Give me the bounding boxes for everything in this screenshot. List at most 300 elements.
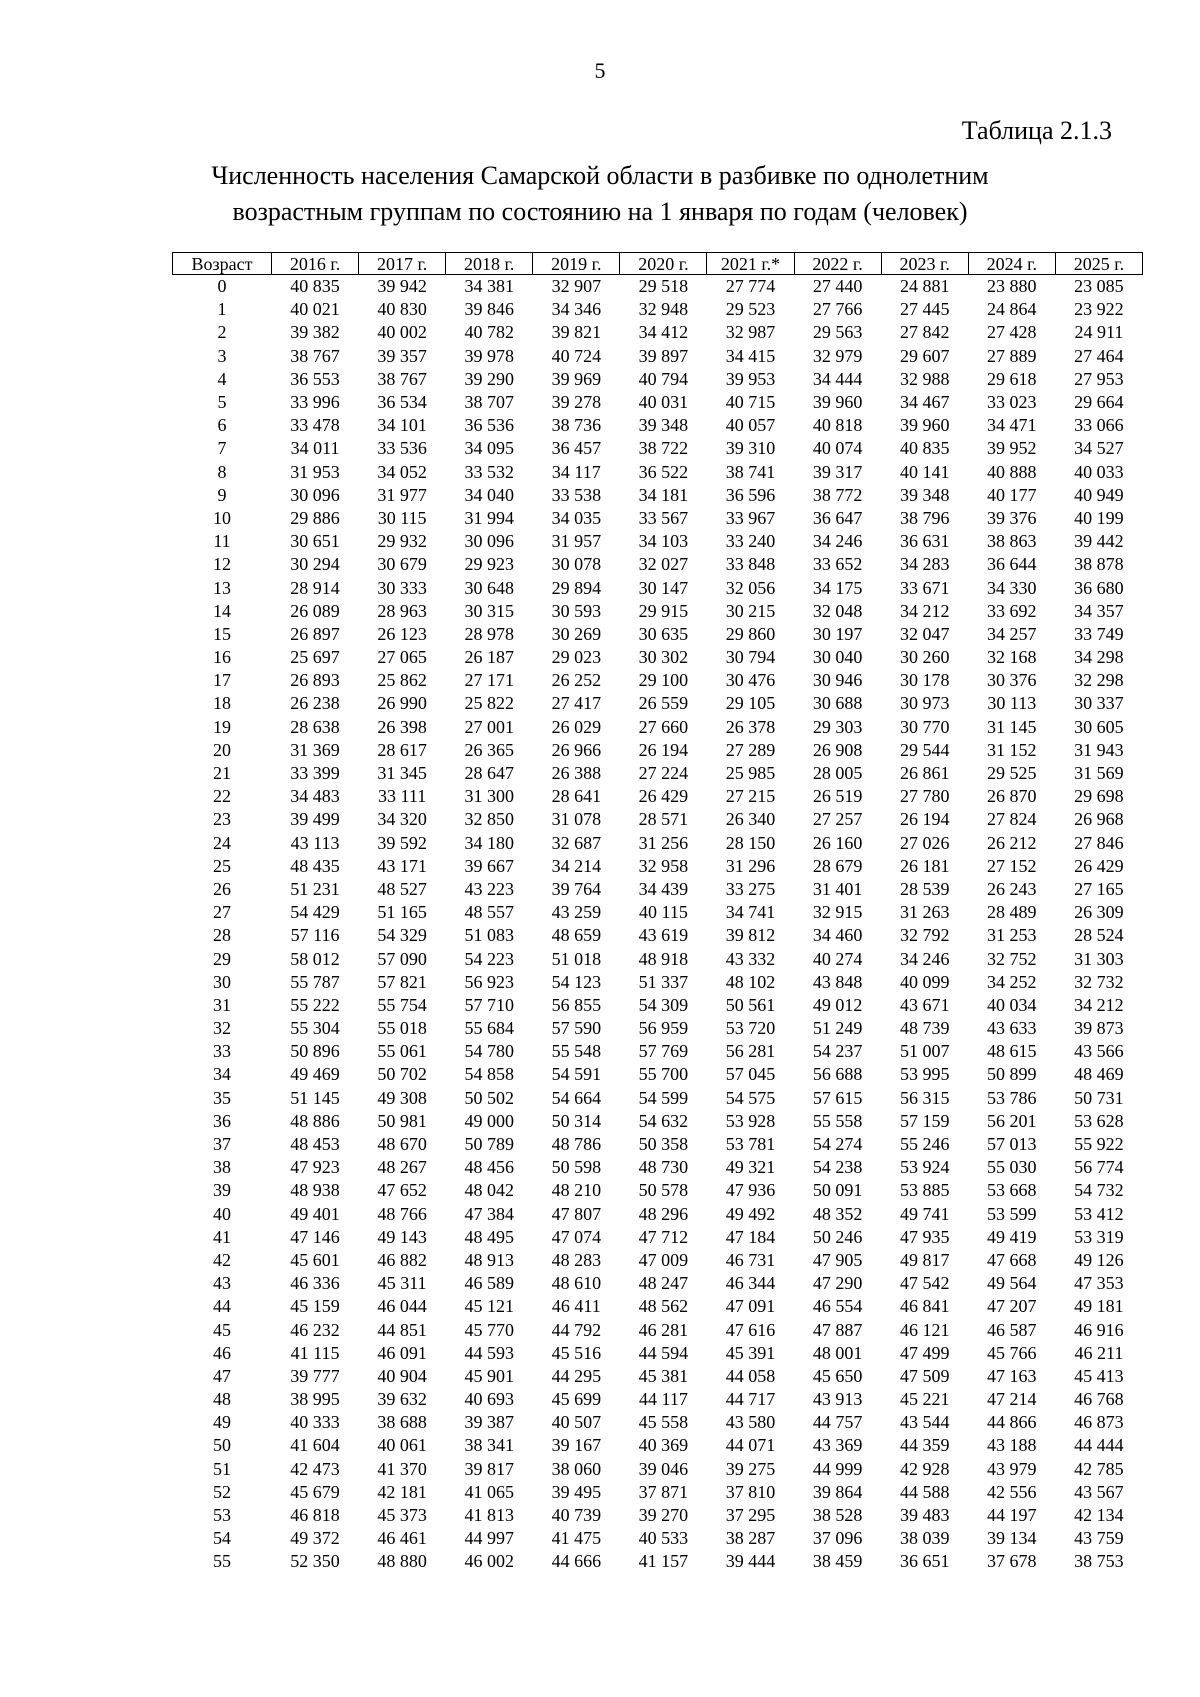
population-cell: 31 078	[551, 809, 602, 830]
population-cell: 49 321	[725, 1157, 776, 1178]
population-cell: 30 115	[377, 507, 427, 528]
population-cell: 57 013	[987, 1134, 1037, 1155]
population-cell: 46 121	[899, 1319, 950, 1340]
population-cell: 50 502	[464, 1087, 514, 1108]
population-cell: 48 615	[987, 1041, 1037, 1062]
table-row	[173, 716, 1143, 739]
age-cell: 12	[213, 554, 231, 575]
age-cell: 43	[213, 1273, 231, 1294]
population-cell: 43 619	[638, 925, 689, 946]
population-cell: 34 412	[638, 322, 689, 343]
population-cell: 55 030	[987, 1157, 1037, 1178]
table-row	[173, 1388, 1143, 1411]
population-cell: 39 382	[290, 322, 340, 343]
age-cell: 15	[213, 623, 231, 644]
population-cell: 31 401	[812, 878, 863, 899]
population-cell: 27 215	[725, 786, 776, 807]
population-cell: 47 887	[812, 1319, 863, 1340]
population-cell: 29 523	[725, 299, 776, 320]
population-cell: 48 456	[464, 1157, 514, 1178]
population-cell: 29 698	[1074, 786, 1124, 807]
population-cell: 39 960	[812, 392, 863, 413]
population-cell: 40 177	[987, 484, 1037, 505]
age-cell: 24	[213, 832, 231, 853]
population-cell: 49 401	[290, 1203, 340, 1224]
population-cell: 54 591	[551, 1064, 602, 1085]
age-cell: 42	[213, 1249, 231, 1270]
population-cell: 32 948	[638, 299, 689, 320]
population-cell: 34 175	[812, 577, 863, 598]
population-cell: 44 594	[638, 1342, 689, 1363]
age-cell: 2	[217, 322, 227, 343]
population-cell: 48 352	[812, 1203, 863, 1224]
population-cell: 34 483	[290, 786, 340, 807]
population-cell: 27 842	[899, 322, 950, 343]
population-cell: 45 650	[812, 1365, 863, 1386]
population-cell: 30 679	[377, 554, 427, 575]
population-cell: 45 391	[725, 1342, 776, 1363]
population-cell: 48 913	[464, 1249, 514, 1270]
population-cell: 31 369	[290, 739, 340, 760]
population-cell: 51 145	[290, 1087, 340, 1108]
population-cell: 30 269	[551, 623, 602, 644]
population-cell: 30 770	[899, 716, 950, 737]
population-cell: 39 278	[551, 392, 602, 413]
population-cell: 53 928	[725, 1110, 776, 1131]
population-cell: 37 096	[812, 1528, 863, 1549]
population-cell: 49 372	[290, 1528, 340, 1549]
population-cell: 39 817	[464, 1458, 514, 1479]
population-cell: 46 281	[638, 1319, 689, 1340]
population-cell: 48 210	[551, 1180, 602, 1201]
age-cell: 0	[217, 276, 227, 297]
population-cell: 34 460	[812, 925, 863, 946]
table-row	[173, 461, 1143, 484]
population-cell: 45 679	[290, 1481, 340, 1502]
population-cell: 30 294	[290, 554, 340, 575]
population-cell: 31 145	[987, 716, 1037, 737]
population-cell: 43 188	[987, 1435, 1037, 1456]
population-cell: 26 519	[812, 786, 863, 807]
population-cell: 26 187	[464, 647, 514, 668]
age-cell: 46	[213, 1342, 231, 1363]
population-cell: 39 483	[899, 1505, 950, 1526]
population-cell: 26 968	[1074, 809, 1124, 830]
population-cell: 42 785	[1074, 1458, 1124, 1479]
table-row	[173, 1318, 1143, 1341]
population-cell: 26 429	[1074, 855, 1124, 876]
population-cell: 46 882	[377, 1249, 427, 1270]
population-cell: 27 824	[987, 809, 1037, 830]
table-row	[173, 1481, 1143, 1504]
population-cell: 30 260	[899, 647, 950, 668]
population-cell: 44 593	[464, 1342, 514, 1363]
population-cell: 26 908	[812, 739, 863, 760]
population-cell: 56 315	[899, 1087, 950, 1108]
population-cell: 32 048	[812, 600, 863, 621]
population-cell: 40 033	[1074, 461, 1124, 482]
population-cell: 32 047	[899, 623, 950, 644]
population-cell: 45 311	[377, 1273, 427, 1294]
population-cell: 25 985	[725, 763, 776, 784]
age-cell: 10	[213, 507, 231, 528]
population-cell: 53 786	[987, 1087, 1037, 1108]
population-cell: 31 253	[987, 925, 1037, 946]
population-cell: 33 023	[987, 392, 1037, 413]
population-cell: 45 159	[290, 1296, 340, 1317]
table-row	[173, 878, 1143, 901]
population-cell: 29 023	[551, 647, 602, 668]
column-header-year: 2024 г.	[968, 253, 1055, 275]
population-cell: 34 357	[1074, 600, 1124, 621]
population-cell: 34 040	[464, 484, 514, 505]
population-cell: 40 021	[290, 299, 340, 320]
population-cell: 39 942	[377, 276, 427, 297]
population-cell: 39 777	[290, 1365, 340, 1386]
age-cell: 13	[213, 577, 231, 598]
age-cell: 16	[213, 647, 231, 668]
age-cell: 6	[217, 415, 227, 436]
table-row	[173, 1504, 1143, 1527]
population-cell: 57 159	[899, 1110, 950, 1131]
population-cell: 50 091	[812, 1180, 863, 1201]
population-cell: 51 249	[812, 1018, 863, 1039]
population-cell: 43 580	[725, 1412, 776, 1433]
population-cell: 45 901	[464, 1365, 514, 1386]
table-body	[173, 275, 1143, 1574]
population-cell: 39 357	[377, 345, 427, 366]
population-cell: 48 739	[899, 1018, 950, 1039]
table-row	[173, 1458, 1143, 1481]
population-cell: 31 569	[1074, 763, 1124, 784]
population-cell: 53 924	[899, 1157, 950, 1178]
table-row	[173, 1226, 1143, 1249]
population-cell: 39 969	[551, 368, 602, 389]
population-cell: 43 979	[987, 1458, 1037, 1479]
population-cell: 56 923	[464, 971, 514, 992]
table-row	[173, 1040, 1143, 1063]
population-cell: 26 309	[1074, 902, 1124, 923]
population-cell: 39 960	[899, 415, 950, 436]
population-cell: 40 141	[899, 461, 950, 482]
age-cell: 9	[217, 484, 227, 505]
population-cell: 39 978	[464, 345, 514, 366]
population-cell: 27 257	[812, 809, 863, 830]
population-cell: 40 949	[1074, 484, 1124, 505]
population-cell: 34 467	[899, 392, 950, 413]
population-cell: 38 528	[812, 1505, 863, 1526]
population-cell: 51 083	[464, 925, 514, 946]
population-cell: 52 350	[290, 1551, 340, 1572]
population-cell: 30 688	[812, 693, 863, 714]
population-cell: 36 534	[377, 392, 427, 413]
population-cell: 51 231	[290, 878, 340, 899]
age-cell: 22	[213, 786, 231, 807]
population-cell: 46 916	[1074, 1319, 1124, 1340]
population-cell: 55 558	[812, 1110, 863, 1131]
population-cell: 48 659	[551, 925, 602, 946]
population-cell: 39 873	[1074, 1018, 1124, 1039]
population-cell: 55 684	[464, 1018, 514, 1039]
population-cell: 27 171	[464, 670, 514, 691]
population-cell: 42 556	[987, 1481, 1037, 1502]
population-cell: 31 300	[464, 786, 514, 807]
population-cell: 31 303	[1074, 948, 1124, 969]
column-header-year: 2018 г.	[446, 253, 533, 275]
population-cell: 47 499	[899, 1342, 950, 1363]
population-cell: 26 897	[290, 623, 340, 644]
population-cell: 43 913	[812, 1389, 863, 1410]
population-cell: 32 168	[987, 647, 1037, 668]
population-cell: 30 096	[464, 531, 514, 552]
population-cell: 40 715	[725, 392, 776, 413]
population-cell: 43 332	[725, 948, 776, 969]
column-header-year: 2025 г.	[1055, 253, 1142, 275]
population-cell: 44 071	[725, 1435, 776, 1456]
population-cell: 53 781	[725, 1134, 776, 1155]
population-cell: 57 615	[812, 1087, 863, 1108]
population-cell: 26 194	[638, 739, 689, 760]
population-cell: 51 165	[377, 902, 427, 923]
age-cell: 3	[217, 345, 227, 366]
table-row	[173, 507, 1143, 530]
population-cell: 46 731	[725, 1249, 776, 1270]
population-cell: 34 283	[899, 554, 950, 575]
population-cell: 54 780	[464, 1041, 514, 1062]
population-cell: 26 029	[551, 716, 602, 737]
population-cell: 56 959	[638, 1018, 689, 1039]
population-cell: 33 478	[290, 415, 340, 436]
population-cell: 28 150	[725, 832, 776, 853]
population-cell: 27 660	[638, 716, 689, 737]
population-cell: 48 557	[464, 902, 514, 923]
population-cell: 40 034	[987, 994, 1037, 1015]
population-cell: 47 936	[725, 1180, 776, 1201]
population-cell: 26 238	[290, 693, 340, 714]
population-cell: 26 559	[638, 693, 689, 714]
population-cell: 44 588	[899, 1481, 950, 1502]
population-cell: 38 459	[812, 1551, 863, 1572]
table-row	[173, 1179, 1143, 1202]
population-cell: 33 240	[725, 531, 776, 552]
population-cell: 46 818	[290, 1505, 340, 1526]
population-cell: 40 333	[290, 1412, 340, 1433]
population-cell: 28 005	[812, 763, 863, 784]
population-cell: 45 770	[464, 1319, 514, 1340]
population-cell: 30 476	[725, 670, 776, 691]
population-cell: 49 000	[464, 1110, 514, 1131]
population-cell: 30 946	[812, 670, 863, 691]
population-cell: 47 009	[638, 1249, 689, 1270]
population-cell: 38 287	[725, 1528, 776, 1549]
population-cell: 32 988	[899, 368, 950, 389]
table-row	[173, 1203, 1143, 1226]
age-cell: 49	[213, 1412, 231, 1433]
age-cell: 29	[213, 948, 231, 969]
population-cell: 47 935	[899, 1226, 950, 1247]
population-cell: 50 981	[377, 1110, 427, 1131]
population-cell: 40 369	[638, 1435, 689, 1456]
population-cell: 38 772	[812, 484, 863, 505]
population-cell: 25 862	[377, 670, 427, 691]
population-cell: 26 089	[290, 600, 340, 621]
population-cell: 53 668	[987, 1180, 1037, 1201]
population-cell: 43 369	[812, 1435, 863, 1456]
population-cell: 39 270	[638, 1505, 689, 1526]
population-cell: 40 031	[638, 392, 689, 413]
population-cell: 51 337	[638, 971, 689, 992]
table-row	[173, 808, 1143, 831]
population-cell: 34 246	[812, 531, 863, 552]
population-cell: 27 953	[1074, 368, 1124, 389]
population-cell: 32 915	[812, 902, 863, 923]
population-cell: 43 848	[812, 971, 863, 992]
age-cell: 35	[213, 1087, 231, 1108]
population-cell: 49 564	[987, 1273, 1037, 1294]
population-cell: 27 152	[987, 855, 1037, 876]
population-cell: 47 074	[551, 1226, 602, 1247]
table-row	[173, 298, 1143, 321]
population-cell: 26 378	[725, 716, 776, 737]
table-row	[173, 1411, 1143, 1434]
population-cell: 34 117	[551, 461, 601, 482]
population-cell: 26 181	[899, 855, 950, 876]
population-cell: 38 796	[899, 507, 950, 528]
age-cell: 8	[217, 461, 227, 482]
population-cell: 26 252	[551, 670, 602, 691]
table-row	[173, 484, 1143, 507]
population-cell: 29 544	[899, 739, 950, 760]
population-cell: 40 818	[812, 415, 863, 436]
population-cell: 47 807	[551, 1203, 602, 1224]
population-cell: 30 078	[551, 554, 602, 575]
population-cell: 44 058	[725, 1365, 776, 1386]
population-cell: 32 298	[1074, 670, 1124, 691]
age-cell: 33	[213, 1041, 231, 1062]
population-cell: 38 688	[377, 1412, 427, 1433]
population-cell: 36 644	[987, 554, 1037, 575]
population-cell: 50 246	[812, 1226, 863, 1247]
population-cell: 48 495	[464, 1226, 514, 1247]
table-row	[173, 321, 1143, 344]
population-cell: 46 873	[1074, 1412, 1124, 1433]
population-cell: 34 741	[725, 902, 776, 923]
age-cell: 36	[213, 1110, 231, 1131]
population-cell: 34 381	[464, 276, 514, 297]
population-cell: 38 341	[464, 1435, 514, 1456]
population-cell: 28 489	[987, 902, 1037, 923]
population-cell: 44 295	[551, 1365, 602, 1386]
population-cell: 32 732	[1074, 971, 1124, 992]
population-cell: 54 274	[812, 1134, 863, 1155]
age-cell: 48	[213, 1389, 231, 1410]
age-cell: 47	[213, 1365, 231, 1386]
age-cell: 41	[213, 1226, 231, 1247]
table-row	[173, 345, 1143, 368]
population-cell: 28 617	[377, 739, 427, 760]
population-cell: 30 794	[725, 647, 776, 668]
population-cell: 45 373	[377, 1505, 427, 1526]
population-cell: 32 792	[899, 925, 950, 946]
population-cell: 40 115	[639, 902, 688, 923]
population-cell: 43 567	[1074, 1481, 1124, 1502]
population-cell: 57 116	[290, 925, 340, 946]
age-cell: 51	[213, 1458, 231, 1479]
population-cell: 56 774	[1074, 1157, 1124, 1178]
population-cell: 39 046	[638, 1458, 689, 1479]
population-cell: 32 056	[725, 577, 776, 598]
population-cell: 34 415	[725, 345, 776, 366]
population-cell: 43 671	[899, 994, 950, 1015]
population-cell: 23 922	[1074, 299, 1124, 320]
table-row	[173, 947, 1143, 970]
population-cell: 32 687	[551, 832, 602, 853]
population-cell: 55 787	[290, 971, 340, 992]
population-cell: 40 888	[987, 461, 1037, 482]
population-cell: 53 885	[899, 1180, 950, 1201]
population-cell: 47 905	[812, 1249, 863, 1270]
population-cell: 30 973	[899, 693, 950, 714]
population-cell: 26 966	[551, 739, 602, 760]
population-cell: 36 536	[464, 415, 514, 436]
population-cell: 27 026	[899, 832, 950, 853]
population-cell: 44 666	[551, 1551, 602, 1572]
population-cell: 44 117	[639, 1389, 688, 1410]
population-cell: 48 283	[551, 1249, 602, 1270]
population-cell: 43 759	[1074, 1528, 1124, 1549]
age-cell: 45	[213, 1319, 231, 1340]
population-cell: 31 152	[987, 739, 1037, 760]
age-cell: 44	[213, 1296, 231, 1317]
population-cell: 47 616	[725, 1319, 776, 1340]
age-cell: 40	[213, 1203, 231, 1224]
column-header-age: Возраст	[173, 253, 272, 275]
age-cell: 52	[213, 1481, 231, 1502]
population-cell: 51 018	[551, 948, 602, 969]
population-cell: 32 752	[987, 948, 1037, 969]
population-cell: 55 304	[290, 1018, 340, 1039]
age-cell: 14	[213, 600, 231, 621]
population-cell: 46 768	[1074, 1389, 1124, 1410]
population-cell: 48 453	[290, 1134, 340, 1155]
population-cell: 54 223	[464, 948, 514, 969]
population-cell: 30 337	[1074, 693, 1124, 714]
population-cell: 44 717	[725, 1389, 776, 1410]
population-cell: 47 091	[725, 1296, 776, 1317]
table-row	[173, 924, 1143, 947]
population-cell: 42 181	[377, 1481, 427, 1502]
population-cell: 38 767	[377, 368, 427, 389]
population-cell: 38 878	[1074, 554, 1124, 575]
population-cell: 43 566	[1074, 1041, 1124, 1062]
population-cell: 25 822	[464, 693, 514, 714]
population-cell: 44 999	[812, 1458, 863, 1479]
population-cell: 38 995	[290, 1389, 340, 1410]
population-cell: 26 212	[987, 832, 1037, 853]
age-cell: 38	[213, 1157, 231, 1178]
population-cell: 40 533	[638, 1528, 689, 1549]
population-cell: 29 100	[638, 670, 689, 691]
population-cell: 33 538	[551, 484, 602, 505]
population-cell: 28 963	[377, 600, 427, 621]
population-cell: 47 668	[987, 1249, 1037, 1270]
population-cell: 50 578	[638, 1180, 689, 1201]
population-cell: 55 922	[1074, 1134, 1124, 1155]
population-cell: 29 923	[464, 554, 514, 575]
population-cell: 50 731	[1074, 1087, 1124, 1108]
population-cell: 27 846	[1074, 832, 1124, 853]
population-cell: 47 384	[464, 1203, 514, 1224]
